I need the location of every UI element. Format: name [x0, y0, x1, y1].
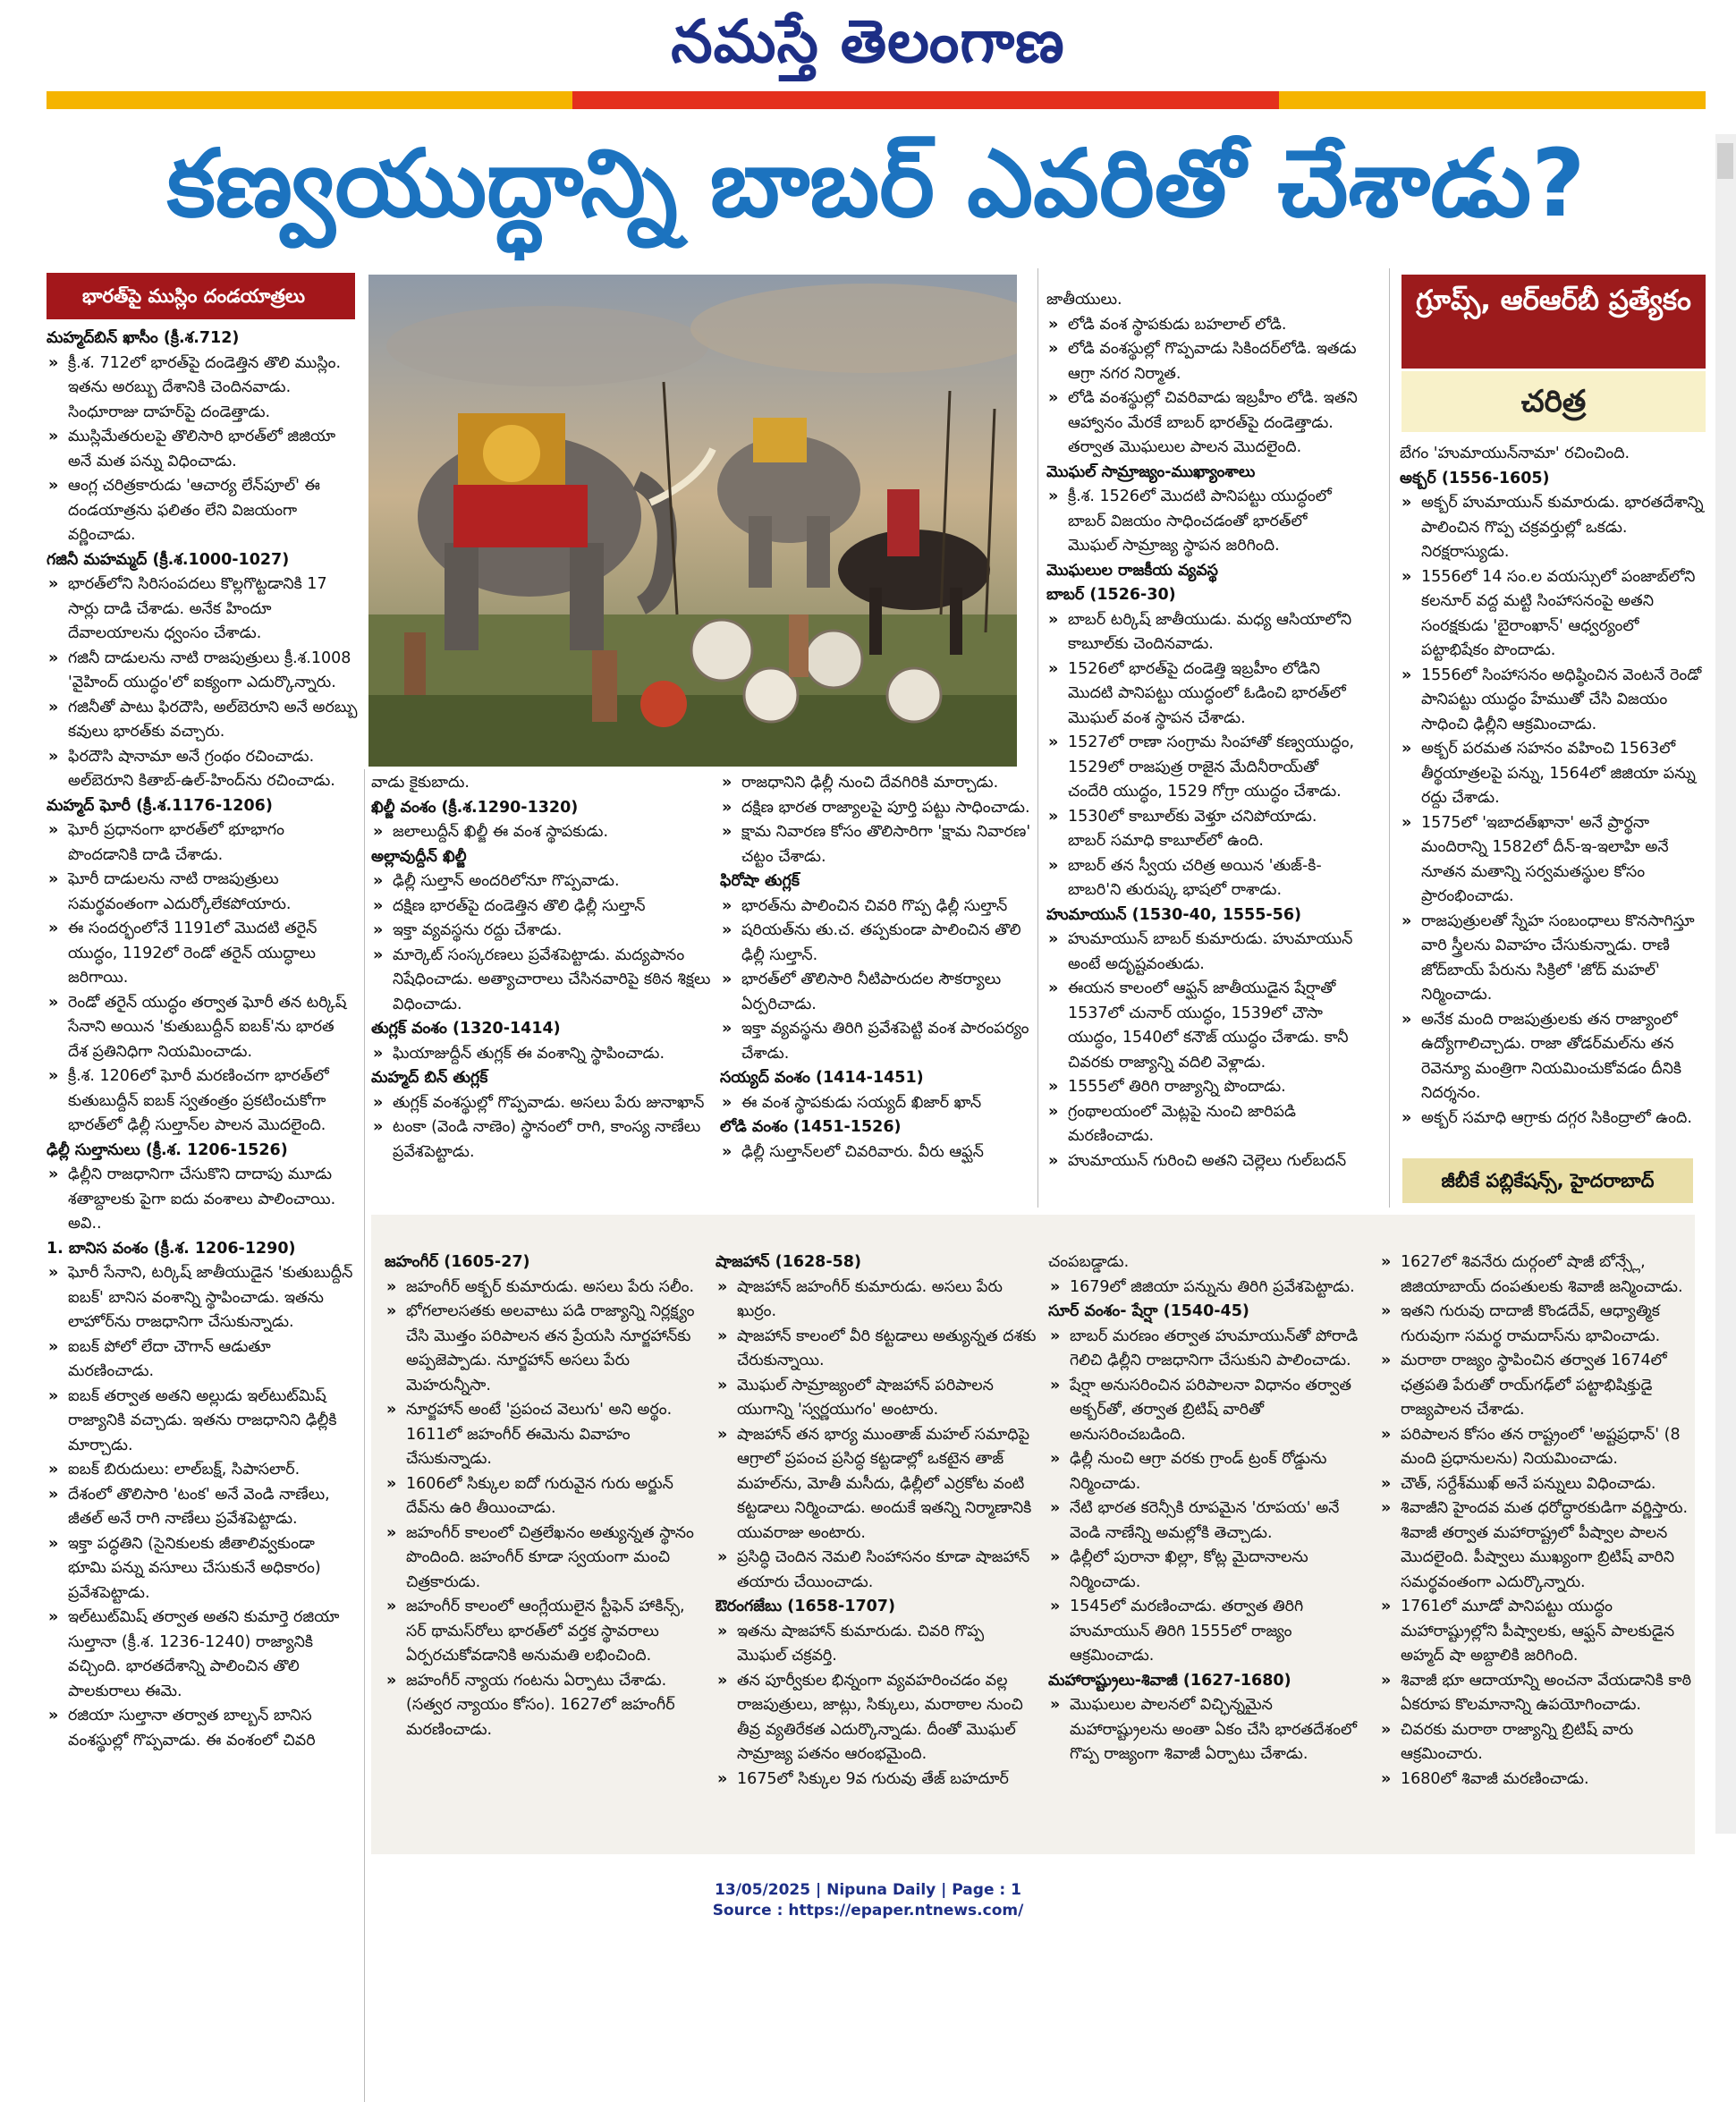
- header-color-strip-red: [572, 91, 1279, 109]
- bullet-point: » భారత్‌లోని సిరిసంపదలు కొల్లగొట్టడానికి 17 సార్లు దాడి చేశాడు. అనేక హిందూ దేవాలయాలను ధ్వంసం చేశాడు.: [47, 572, 358, 647]
- section-heading: హుమాయున్ (1530-40, 1555-56): [1046, 905, 1302, 924]
- battle-illustration: [368, 275, 1017, 767]
- scrollbar-thumb[interactable]: [1717, 143, 1733, 179]
- bullet-point: » ఢిల్లీ సుల్తాన్‌లలో చివరివారు. వీరు ఆఫ్ఘన్: [720, 1140, 1033, 1165]
- bullet-point: » ఘోరీ సేనాని, టర్కిష్ జాతీయుడైన 'కుతుబుద్దీన్ ఐబక్' బానిస వంశాన్ని స్థాపించాడు. ఇతను లాహోర్‌ను రాజధానిగా చేసుకున్నాడు.: [47, 1261, 358, 1335]
- bullet-point: » భోగలాలసతకు అలవాటు పడి రాజ్యాన్ని నిర్లక్ష్యం చేసి మొత్తం పరిపాలన తన ప్రేయసి నూర్జహాన్‌కు అప్పజెప్పాడు. నూర్జహాన్ అసలు పేరు మెహరున్నీసా.: [385, 1300, 698, 1398]
- bullet-point: » ఘోరీ దాడులను నాటి రాజపుత్రులు సమర్థవంతంగా ఎదుర్కోలేకపోయారు.: [47, 868, 358, 917]
- section-heading: మహారాష్ట్రులు-శివాజీ (1627-1680): [1048, 1671, 1291, 1690]
- text-line: బేగం 'హుమాయున్‌నామా' రచించింది.: [1400, 445, 1630, 462]
- section-heading: లోడి వంశం (1451-1526): [720, 1118, 902, 1136]
- column-4: [1046, 288, 1359, 1174]
- bullet-point: » 1530లో కాబూల్‌కు వెళ్తూ చనిపోయాడు. బాబర్ సమాధి కాబూల్‌లో ఉంది.: [1046, 805, 1359, 854]
- subject-badge: చరిత్ర: [1402, 371, 1706, 432]
- bullet-point: » ఐబక్ పోలో లేదా చౌగాన్ ఆడుతూ మరణించాడు.: [47, 1335, 358, 1385]
- bullet-point: » అక్బర్ సమాధి ఆగ్రాకు దగ్గర సికింద్రాలో ఉంది.: [1400, 1106, 1708, 1132]
- bullet-point: » ఢిల్లీలో పురానా ఖిల్లా, కోట్ల మైదానాలను నిర్మించాడు.: [1048, 1546, 1375, 1595]
- bullet-point: » క్రీ.శ. 1206లో ఘోరీ మరణించగా భారత్‌లో కుతుబుద్దీన్ ఐబక్ స్వతంత్రం ప్రకటించుకోగా భారత్‌లో ఢిల్లీ సుల్తాన్‌ల పాలన మొదలైంది.: [47, 1064, 358, 1139]
- bullet-point: » బాబర్ తన స్వీయ చరిత్ర అయిన 'తుజ్-కి-బాబరి'ని తురుష్క భాషలో రాశాడు.: [1046, 854, 1359, 903]
- section-header: భారత్‌పై ముస్లిం దండయాత్రలు: [47, 273, 355, 319]
- masthead: [0, 0, 1736, 85]
- text-line: జాతీయులు.: [1046, 291, 1122, 309]
- bullet-point: » రెండో తరైన్ యుద్ధం తర్వాత ఘోరీ తన టర్కిష్ సేనాని అయిన 'కుతుబుద్దీన్ ఐబక్'ను భారత దేశ ప్రతినిధిగా నియమించాడు.: [47, 991, 358, 1065]
- bullet-point: » శివాజీని హైందవ మత ధరోద్ధారకుడిగా వర్ణిస్తారు. శివాజీ తర్వాత మహారాష్ట్రలో పీష్వాల పాలన మొదలైంది. పీష్వాలు ముఖ్యంగా బ్రిటిష్ వారిని సమర్థవంతంగా ఎదుర్కొన్నారు.: [1379, 1496, 1692, 1595]
- bullet-point: » జహంగీర్ కాలంలో చిత్రలేఖనం అత్యున్నత స్థానం పొందింది. జహంగీర్ కూడా స్వయంగా మంచి చిత్రకారుడు.: [385, 1521, 698, 1596]
- bullet-point: » గజినీతో పాటు ఫిరదౌసి, అల్‌బెరూని అనే అరబ్బు కవులు భారత్‌కు వచ్చారు.: [47, 696, 358, 745]
- bullet-point: » ఢిల్లీని రాజధానిగా చేసుకొని దాదాపు మూడు శతాబ్దాలకు పైగా ఐదు వంశాలు పాలించాయి. అవి..: [47, 1163, 358, 1237]
- bullet-point: » అనేక మంది రాజపుత్రులకు తన రాజ్యాంలో ఉద్యోగాలిచ్చాడు. రాజా తోడర్‌మల్‌ను తన రెవెన్యూ మంత్రిగా నియమించుకోవడం దీనికి నిదర్శనం.: [1400, 1008, 1708, 1106]
- bullet-point: » గజినీ దాడులను నాటి రాజపుత్రులు క్రీ.శ.1008 'వైహింద్ యుద్ధం'లో ఐక్యంగా ఎదుర్కొన్నారు.: [47, 647, 358, 696]
- bullet-point: » బాబర్ మరణం తర్వాత హుమాయున్‌తో పోరాడి గెలిచి ఢిల్లీని రాజధానిగా చేసుకుని పాలించాడు.: [1048, 1325, 1375, 1374]
- bullet-point: » ఇక్తా వ్యవస్థను రద్దు చేశాడు.: [371, 919, 711, 944]
- column-divider: [1037, 268, 1038, 1208]
- bullet-point: » పరిపాలన కోసం తన రాష్ట్రంలో 'అష్టప్రధాన్' (8 మంది ప్రధానులను) నియమించాడు.: [1379, 1423, 1692, 1472]
- section-heading: తుగ్లక్ వంశం (1320-1414): [371, 1020, 561, 1038]
- bullet-point: » షాజహాన్ జహంగీర్ కుమారుడు. అసలు పేరు ఖుర్రం.: [716, 1276, 1037, 1325]
- section-heading: అల్లావుద్దీన్ ఖిల్జీ: [371, 847, 467, 866]
- bullet-point: » హుమాయున్ గురించి అతని చెల్లెలు గుల్‌బదన్: [1046, 1149, 1359, 1174]
- bullet-point: » చివరకు మరాఠా రాజ్యాన్ని బ్రిటిష్ వారు ఆక్రమించారు.: [1379, 1718, 1692, 1767]
- bullet-point: » షాజహాన్ కాలంలో వీరి కట్టడాలు అత్యున్నత దశకు చేరుకున్నాయి.: [716, 1325, 1037, 1374]
- bullet-point: » రజియా సుల్తానా తర్వాత బాల్బన్ బానిస వంశస్థుల్లో గొప్పవాడు. ఈ వంశంలో చివరి: [47, 1704, 358, 1753]
- bullet-point: » ఐబక్ బిరుదులు: లాల్‌బక్ష్, సిపాసలార్.: [47, 1458, 358, 1483]
- bullet-point: » ఢిల్లీ నుంచి ఆగ్రా వరకు గ్రాండ్ ట్రంక్ రోడ్డును నిర్మించాడు.: [1048, 1447, 1375, 1496]
- bullet-point: » లోడి వంశస్థుల్లో చివరివాడు ఇబ్రహీం లోడి. ఇతని ఆహ్వానం మేరకే బాబర్ భారత్‌పై దండెత్తాడు. తర్వాత మొఘలుల పాలన మొదలైంది.: [1046, 386, 1359, 461]
- column-5: [1400, 442, 1708, 1131]
- bullet-point: » శివాజీ భూ ఆదాయాన్ని అంచనా వేయడానికి కాఠి ఏకరూప కొలమానాన్ని ఉపయోగించాడు.: [1379, 1669, 1692, 1718]
- bullet-point: » 1555లో తిరిగి రాజ్యాన్ని పొందాడు.: [1046, 1075, 1359, 1100]
- section-heading: సయ్యద్ వంశం (1414-1451): [720, 1069, 924, 1087]
- newspaper-logo: నమస్తే తెలంగాణ: [671, 7, 1065, 76]
- section-heading: మహ్మద్ బిన్ తుగ్లక్: [371, 1069, 488, 1087]
- bullet-point: » క్రీ.శ. 712లో భారత్‌పై దండెత్తిన తొలి ముస్లిం. ఇతను అరబ్బు దేశానికి చెందినవాడు. సింధూరాజు దాహర్‌పై దండెత్తాడు.: [47, 352, 358, 426]
- section-heading: మొఘల్ సామ్రాజ్యం-ముఖ్యాంశాలు: [1046, 462, 1256, 481]
- bullet-point: » మొఘలుల పాలనలో విచ్ఛిన్నమైన మహారాష్ట్రులను అంతా ఏకం చేసి భారతదేశంలో గొప్ప రాజ్యంగా శివాజీ ఏర్పాటు చేశాడు.: [1048, 1693, 1375, 1767]
- article-headline: కణ్వయుద్ధాన్ని బాబర్ ఎవరితో చేశాడు?: [166, 129, 1586, 238]
- bullet-point: » రాజధానిని ఢిల్లీ నుంచి దేవగిరికి మార్చాడు.: [720, 771, 1033, 796]
- bullet-point: » ముస్లిమేతరులపై తొలిసారి భారత్‌లో జిజియా అనే మత పన్ను విధించాడు.: [47, 425, 358, 474]
- bullet-point: » రాజపుత్రులతో స్నేహ సంబంధాలు కొనసాగిస్తూ వారి స్త్రీలను వివాహం చేసుకున్నాడు. రాణి జోద్‌బాయ్ పేరును సిక్రిలో 'జోద్ మహల్' నిర్మించాడు.: [1400, 910, 1708, 1008]
- bullet-point: » జహంగీర్ అక్బర్ కుమారుడు. అసలు పేరు సలీం.: [385, 1276, 698, 1301]
- bullet-point: » ఇక్తా పద్ధతిని (సైనికులకు జీతాలివ్వకుండా భూమి పన్ను వసూలు చేసుకునే అధికారం) ప్రవేశపెట్టాడు.: [47, 1532, 358, 1606]
- vertical-scrollbar[interactable]: [1715, 134, 1736, 1834]
- bullet-point: » భారత్‌లో తొలిసారి నీటిపారుదల సౌకర్యాలు ఏర్పరిచాడు.: [720, 968, 1033, 1017]
- bullet-point: » 1679లో జిజియా పన్నును తిరిగి ప్రవేశపెట్టాడు.: [1048, 1276, 1375, 1301]
- bullet-point: » 1526లో భారత్‌పై దండెత్తి ఇబ్రహీం లోడిని మొదటి పానిపట్టు యుద్ధంలో ఓడించి భారత్‌లో మొఘల్ వంశ స్థాపన చేశాడు.: [1046, 657, 1359, 732]
- bullet-point: » 1761లో మూడో పానిపట్టు యుద్ధం మహారాష్ట్రుల్లోని పీష్వాలకు, ఆఫ్ఘన్ పాలకుడైన అహ్మద్ షా అబ్దాలికి జరిగింది.: [1379, 1595, 1692, 1669]
- column-divider: [1389, 268, 1390, 1208]
- section-heading: అక్బర్ (1556-1605): [1400, 469, 1550, 487]
- section-heading: మహ్మద్ ఘోరీ (క్రీ.శ.1176-1206): [47, 796, 273, 815]
- section-heading: బాబర్ (1526-30): [1046, 586, 1176, 604]
- bullet-point: » ఫిరదౌసి షానామా అనే గ్రంథం రచించాడు. అల్‌బెరూని కితాబ్-ఉల్-హింద్‌ను రచించాడు.: [47, 745, 358, 794]
- bullet-point: » నూర్జహాన్ అంటే 'ప్రపంచ వెలుగు' అని అర్థం. 1611లో జహంగీర్ ఈమెను వివాహం చేసుకున్నాడు.: [385, 1398, 698, 1472]
- publisher-credit: జీబీకే పబ్లికేషన్స్, హైదరాబాద్: [1402, 1158, 1693, 1203]
- section-heading: షాజహాన్ (1628-58): [716, 1253, 861, 1271]
- bullet-point: » మరాఠా రాజ్యం స్థాపించిన తర్వాత 1674లో ఛత్రపతి పేరుతో రాయ్‌గఢ్‌లో పట్టాభిషిక్తుడై రాజ్యపాలన చేశాడు.: [1379, 1349, 1692, 1423]
- bullet-point: » 1675లో సిక్కుల 9వ గురువు తేజ్ బహదూర్: [716, 1767, 1037, 1793]
- bullet-point: » టంకా (వెండి నాణెం) స్థానంలో రాగి, కాంస్య నాణేలు ప్రవేశపెట్టాడు.: [371, 1115, 711, 1165]
- bullet-point: » షేర్షా అనుసరించిన పరిపాలనా విధానం తర్వాత అక్బర్‌తో, తర్వాత బ్రిటిష్ వారితో అనుసరించబడింది.: [1048, 1374, 1375, 1448]
- section-heading: ఫిరోషా తుగ్లక్: [720, 872, 800, 890]
- bullet-point: » ఈ వంశ స్థాపకుడు సయ్యద్ ఖిజార్ ఖాన్: [720, 1091, 1033, 1116]
- bullet-point: » జలాలుద్దీన్ ఖిల్జీ ఈ వంశ స్థాపకుడు.: [371, 820, 711, 845]
- bullet-point: » 1575లో 'ఇబాదత్‌ఖానా' అనే ప్రార్థనా మందిరాన్ని 1582లో దీన్-ఇ-ఇలాహి అనే నూతన మతాన్ని సర్వమతస్థుల కోసం ప్రారంభించాడు.: [1400, 811, 1708, 910]
- bullet-point: » గ్రంథాలయంలో మెట్లపై నుంచి జారిపడి మరణించాడు.: [1046, 1100, 1359, 1149]
- bullet-point: » ఘోరీ ప్రధానంగా భారత్‌లో భూభాగం పొందడానికి దాడి చేశాడు.: [47, 818, 358, 868]
- footer-date-line: 13/05/2025 | Nipuna Daily | Page : 1: [715, 1881, 1021, 1899]
- bullet-point: » బాబర్ టర్కిష్ జాతీయుడు. మధ్య ఆసియాలోని కాబూల్‌కు చెందినవాడు.: [1046, 608, 1359, 657]
- bullet-point: » జహంగీర్ కాలంలో ఆంగ్లేయులైన స్టీఫెన్ హాకిన్స్, సర్ థామస్‌రోలు భారత్‌లో వర్తక స్థావరాలు ఏర్పరచుకోవడానికి అనుమతి లభించింది.: [385, 1595, 698, 1669]
- text-line: వాడు కైకుబాదు.: [371, 774, 470, 792]
- bullet-point: » లోడి వంశ స్థాపకుడు బహలాల్ లోడి.: [1046, 313, 1359, 338]
- bullet-point: » దక్షిణ భారత్‌పై దండెత్తిన తొలి ఢిల్లీ సుల్తాన్: [371, 894, 711, 920]
- bullet-point: » జహంగీర్ న్యాయ గంటను ఏర్పాటు చేశాడు. (సత్వర న్యాయం కోసం). 1627లో జహంగీర్ మరణించాడు.: [385, 1669, 698, 1743]
- exam-badge: గ్రూప్స్, ఆర్ఆర్‌బీ ప్రత్యేకం: [1402, 275, 1706, 369]
- column-2: [371, 771, 711, 1165]
- lower-column-2: [716, 1250, 1037, 1792]
- section-heading: ఢిల్లీ సుల్తానులు (క్రీ.శ. 1206-1526): [47, 1140, 288, 1159]
- section-heading: సూర్ వంశం- షేర్షా (1540-45): [1048, 1302, 1249, 1320]
- section-heading: ఖిల్జీ వంశం (క్రీ.శ.1290-1320): [371, 798, 579, 817]
- bullet-point: » చౌత్, సర్దేశ్‌ముఖ్ అనే పన్నులు విధించాడు.: [1379, 1472, 1692, 1497]
- bullet-point: » షరియత్‌ను తు.చ. తప్పకుండా పాలించిన తొలి ఢిల్లీ సుల్తాన్.: [720, 919, 1033, 968]
- section-heading: 1. బానిస వంశం (క్రీ.శ. 1206-1290): [47, 1239, 296, 1258]
- bullet-point: » దేశంలో తొలిసారి 'టంక' అనే వెండి నాణేలు, జీతల్ అనే రాగి నాణేలు ప్రవేశపెట్టాడు.: [47, 1483, 358, 1532]
- section-heading: మొఘలుల రాజకీయ వ్యవస్థ: [1046, 561, 1218, 580]
- bullet-point: » ఘియాజుద్దీన్ తుగ్లక్ ఈ వంశాన్ని స్థాపించాడు.: [371, 1042, 711, 1067]
- bullet-point: » మొఘల్ సామ్రాజ్యంలో షాజహాన్ పరిపాలన యుగాన్ని 'స్వర్ణయుగం' అంటారు.: [716, 1374, 1037, 1423]
- footer-source-link[interactable]: Source : https://epaper.ntnews.com/: [712, 1902, 1024, 1920]
- lower-column-1: [385, 1250, 698, 1742]
- bullet-point: » ఇతని గురువు దాదాజీ కొండదేవ్, ఆధ్యాత్మిక గురువుగా సమర్థ రామదాస్‌ను భావించాడు.: [1379, 1300, 1692, 1349]
- lower-column-4: [1379, 1250, 1692, 1792]
- bullet-point: » అక్బర్ పరమత సహనం వహించి 1563లో తీర్థయాత్రలపై పన్ను, 1564లో జిజియా పన్ను రద్దు చేశాడు.: [1400, 737, 1708, 811]
- bullet-point: » 1627లో శివనేరు దుర్గంలో షాజీ బోన్స్లే, జిజియాబాయ్ దంపతులకు శివాజీ జన్మించాడు.: [1379, 1250, 1692, 1300]
- bullet-point: » 1606లో సిక్కుల ఐదో గురువైన గురు అర్జున్ దేవ్‌ను ఉరి తీయించాడు.: [385, 1472, 698, 1521]
- column-1: [47, 326, 358, 1753]
- section-heading: గజినీ మహమ్మద్ (క్రీ.శ.1000-1027): [47, 550, 290, 569]
- bullet-point: » అక్బర్ హుమాయున్ కుమారుడు. భారతదేశాన్ని పాలించిన గొప్ప చక్రవర్తుల్లో ఒకడు. నిరక్షరాస్యుడు.: [1400, 491, 1708, 565]
- lower-column-3: [1048, 1250, 1375, 1767]
- bullet-point: » ఇల్‌టుట్‌మిష్ తర్వాత అతని కుమార్తె రజియా సుల్తానా (క్రీ.శ. 1236-1240) రాజ్యానికి వచ్చింది. భారతదేశాన్ని పాలించిన తొలి పాలకురాలు ఈమె.: [47, 1606, 358, 1704]
- bullet-point: » ప్రసిద్ధి చెందిన నెమలి సింహాసనం కూడా షాజహాన్ తయారు చేయించాడు.: [716, 1546, 1037, 1595]
- bullet-point: » 1545లో మరణించాడు. తర్వాత తిరిగి హుమాయున్ తిరిగి 1555లో రాజ్యం ఆక్రమించాడు.: [1048, 1595, 1375, 1669]
- bullet-point: » లోడి వంశస్థుల్లో గొప్పవాడు సికిందర్‌లోడి. ఇతడు ఆగ్రా నగర నిర్మాత.: [1046, 337, 1359, 386]
- bullet-point: » ఆంగ్ల చరిత్రకారుడు 'ఆచార్య లేన్‌పూల్' ఈ దండయాత్రను ఫలితం లేని విజయంగా వర్ణించాడు.: [47, 474, 358, 548]
- bullet-point: » హుమాయున్ బాబర్ కుమారుడు. హుమాయున్ అంటే అదృష్టవంతుడు.: [1046, 928, 1359, 977]
- bullet-point: » ఈయన కాలంలో ఆఫ్ఘన్ జాతీయుడైన షేర్షాతో 1537లో చునార్ యుద్ధం, 1539లో చౌసా యుద్ధం, 1540లో కనౌజ్ యుద్ధం చేశాడు. కానీ చివరకు రాజ్యాన్ని వదిలి వెళ్లాడు.: [1046, 977, 1359, 1075]
- bullet-point: » ఢిల్లీ సుల్తాన్ అందరిలోనూ గొప్పవాడు.: [371, 869, 711, 894]
- section-heading: మహ్మద్‌బిన్ ఖాసీం (క్రీ.శ.712): [47, 329, 240, 347]
- bullet-point: » నేటి భారత కరెన్సీకి రూపమైన 'రూపయ' అనే వెండి నాణేన్ని అమల్లోకి తెచ్చాడు.: [1048, 1496, 1375, 1546]
- section-heading: ఔరంగజేబు (1658-1707): [716, 1598, 895, 1615]
- section-heading: జహంగీర్ (1605-27): [385, 1253, 530, 1271]
- bullet-point: » భారత్‌ను పాలించిన చివరి గొప్ప ఢిల్లీ సుల్తాన్: [720, 894, 1033, 920]
- text-line: చంపబడ్డాడు.: [1048, 1253, 1130, 1271]
- bullet-point: » షాజహాన్ తన భార్య ముంతాజ్ మహల్ సమాధిపై ఆగ్రాలో ప్రపంచ ప్రసిద్ధ కట్టడాల్లో ఒకటైన తాజ్ మహల్‌ను, మోతీ మసీదు, ఢిల్లీలో ఎర్రకోట వంటి కట్టడాలు నిర్మించాడు. అందుకే ఇతన్ని నిర్మాణానికి యువరాజు అంటారు.: [716, 1423, 1037, 1547]
- bullet-point: » ఇక్తా వ్యవస్థను తిరిగి ప్రవేశపెట్టి వంశ పారంపర్యం చేశాడు.: [720, 1017, 1033, 1066]
- bullet-point: » 1556లో సింహాసనం అధిష్ఠించిన వెంటనే రెండో పానిపట్టు యుద్ధం హేముతో చేసి విజయం సాధించి ఢిల్లీని ఆక్రమించాడు.: [1400, 664, 1708, 738]
- bullet-point: » తుగ్లక్ వంశస్థుల్లో గొప్పవాడు. అసలు పేరు జునాఖాన్: [371, 1091, 711, 1116]
- column-3: [720, 771, 1033, 1165]
- bullet-point: » ఈ సందర్భంలోనే 1191లో మొదటి తరైన్ యుద్ధం, 1192లో రెండో తరైన్ యుద్ధాలు జరిగాయి.: [47, 917, 358, 991]
- bullet-point: » దక్షిణ భారత రాజ్యాలపై పూర్తి పట్టు సాధించాడు.: [720, 796, 1033, 821]
- bullet-point: » ఐబక్ తర్వాత అతని అల్లుడు ఇల్‌టుట్‌మిష్ రాజ్యానికి వచ్చాడు. ఇతను రాజధానిని ఢిల్లీకి మార్చాడు.: [47, 1385, 358, 1459]
- bullet-point: » 1680లో శివాజీ మరణించాడు.: [1379, 1767, 1692, 1793]
- bullet-point: » తన పూర్వీకుల భిన్నంగా వ్యవహరించడం వల్ల రాజపుత్రులు, జాట్లు, సిక్కులు, మరాఠాల నుంచి తీవ్ర వ్యతిరేకత ఎదుర్కొన్నాడు. దీంతో మొఘల్ సామ్రాజ్య పతనం ఆరంభమైంది.: [716, 1669, 1037, 1767]
- bullet-point: » ఇతను షాజహాన్ కుమారుడు. చివరి గొప్ప మొఘల్ చక్రవర్తి.: [716, 1620, 1037, 1669]
- bullet-point: » మార్కెట్ సంస్కరణలు ప్రవేశపెట్టాడు. మద్యపానం నిషేధించాడు. అత్యాచారాలు చేసినవారిపై కఠిన శిక్షలు విధించాడు.: [371, 944, 711, 1018]
- bullet-point: » 1527లో రాణా సంగ్రామ సింహాతో కణ్వయుద్ధం, 1529లో రాజపుత్ర రాజైన మేదినీరాయ్‌తో చందేరి యుద్ధం, 1529 గోగ్రా యుద్ధం చేశాడు.: [1046, 731, 1359, 805]
- bullet-point: » 1556లో 14 సం.ల వయస్సులో పంజాబ్‌లోని కలనూర్ వద్ద మట్టి సింహాసనంపై అతని సంరక్షకుడు 'బైరాంఖాన్' ఆధ్వర్యంలో పట్టాభిషేకం పొందాడు.: [1400, 565, 1708, 664]
- bullet-point: » క్రీ.శ. 1526లో మొదటి పానిపట్టు యుద్ధంలో బాబర్ విజయం సాధించడంతో భారత్‌లో మొఘల్ సామ్రాజ్య స్థాపన జరిగింది.: [1046, 485, 1359, 559]
- bullet-point: » క్షామ నివారణ కోసం తొలిసారిగా 'క్షామ నివారణ' చట్టం చేశాడు.: [720, 820, 1033, 869]
- battle-painting-image: [368, 275, 1017, 767]
